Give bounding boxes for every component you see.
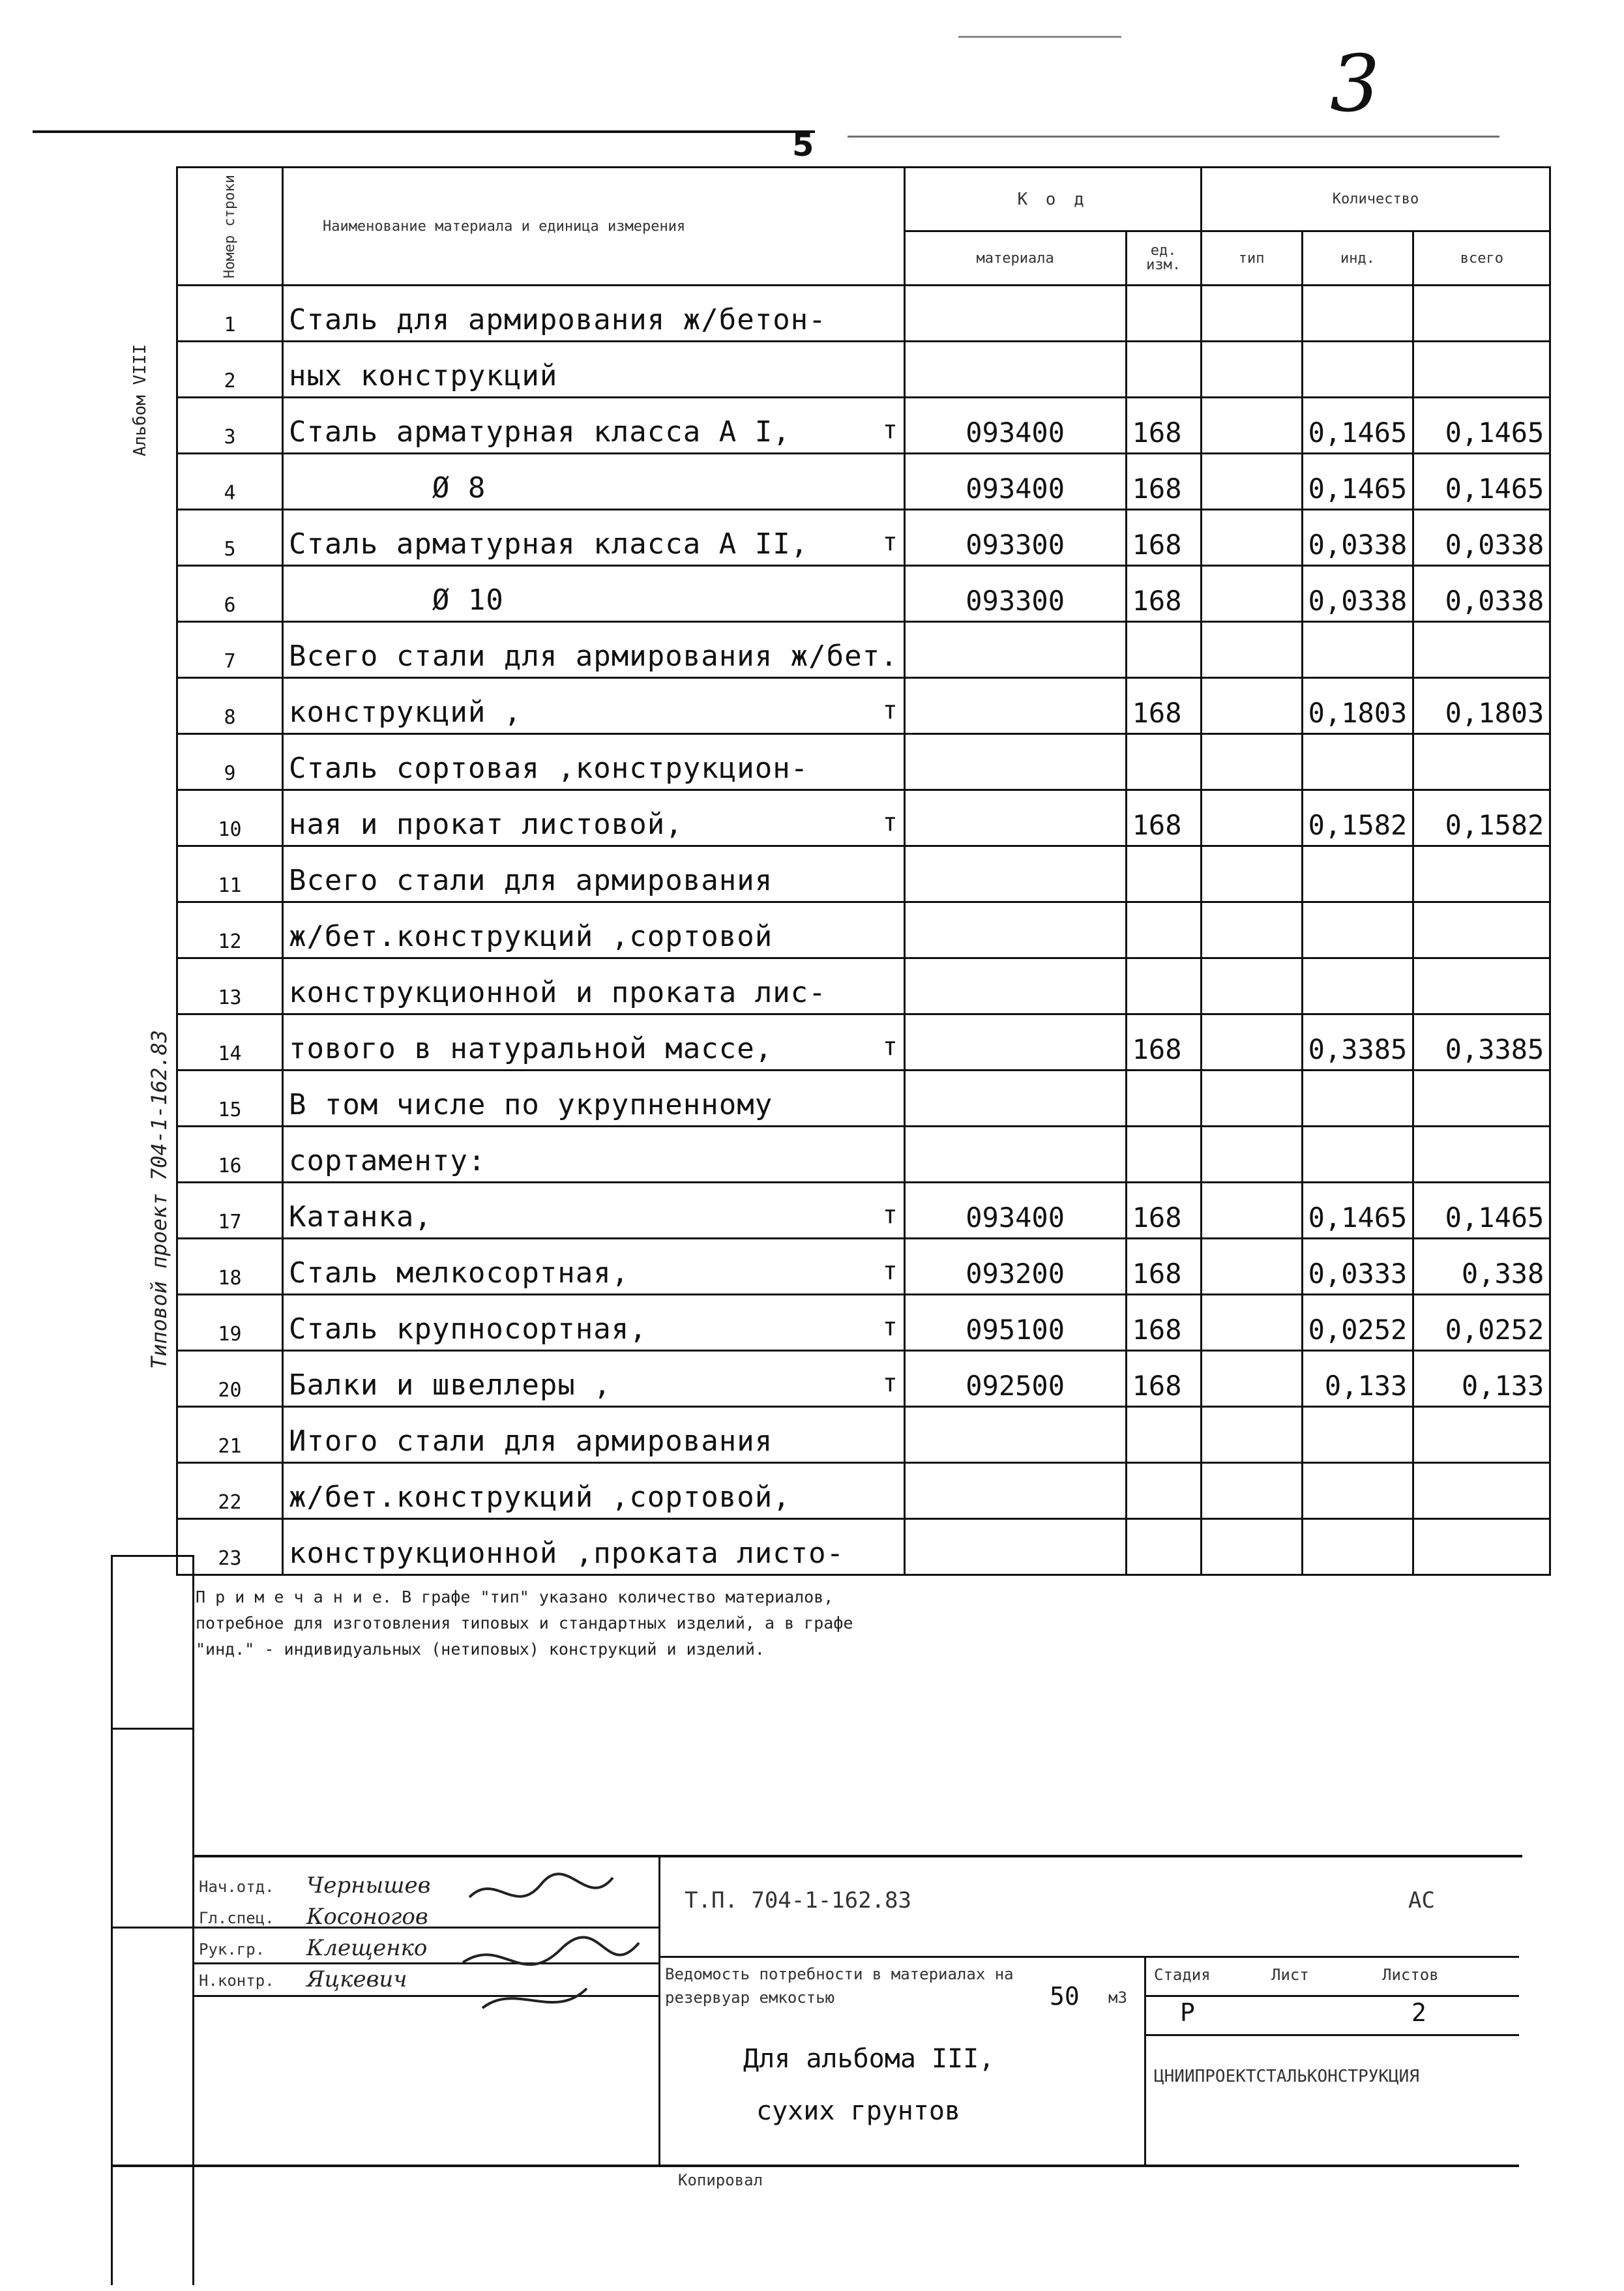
unit-mark: т [882, 527, 898, 556]
row-number: 8 [177, 678, 283, 734]
unit-code [1126, 958, 1201, 1014]
row-number: 22 [177, 1463, 283, 1519]
qty-type [1201, 1463, 1302, 1519]
material-code: 093400 [904, 1183, 1126, 1239]
volume: 50 [1050, 1982, 1080, 2011]
material-name [282, 342, 904, 398]
qty-type [1201, 1239, 1302, 1295]
qty-ind: 0,0252 [1302, 1295, 1413, 1351]
qty-type [1201, 1127, 1302, 1183]
qty-type [1201, 958, 1302, 1014]
qty-ind: 0,0338 [1302, 566, 1413, 622]
material-name-text: Катанка, [288, 1200, 432, 1234]
qty-total [1413, 286, 1550, 342]
material-name [282, 286, 904, 342]
row-number: 10 [177, 790, 283, 846]
qty-total [1413, 1071, 1550, 1127]
qty-total: 0,1803 [1413, 678, 1550, 734]
qty-type [1201, 1183, 1302, 1239]
strip-left [111, 1555, 113, 2285]
qty-ind: 0,0333 [1302, 1239, 1413, 1295]
ground-line: сухих грунтов [756, 2096, 961, 2126]
qty-type [1201, 1014, 1302, 1071]
title-block-h2 [1144, 1995, 1519, 1997]
qty-ind: 0,1465 [1302, 454, 1413, 510]
header-name: Наименование материала и единица измерения [282, 168, 904, 286]
qty-type [1201, 510, 1302, 566]
qty-total [1413, 622, 1550, 678]
material-code: 093400 [904, 454, 1126, 510]
organization: ЦНИИПРОЕКТСТАЛЬКОНСТРУКЦИЯ [1154, 2067, 1419, 2086]
signer-names: Чернышев Косоногов Клещенко Яцкевич [306, 1872, 431, 1992]
row-number: 21 [177, 1407, 283, 1463]
qty-type [1201, 1407, 1302, 1463]
qty-type [1201, 1351, 1302, 1407]
qty-total: 0,0338 [1413, 566, 1550, 622]
material-name-text: Сталь арматурная класса А I, [288, 415, 791, 449]
row-number: 14 [177, 1014, 283, 1071]
volume-unit: м3 [1108, 1988, 1127, 2007]
signers-list: Нач.отд. Гл.спец. Рук.гр. Н.контр. [199, 1878, 274, 1990]
material-code [904, 1071, 1126, 1127]
unit-code: 168 [1126, 1295, 1201, 1351]
qty-total [1413, 846, 1550, 902]
table-row [177, 566, 1550, 622]
material-name [282, 846, 904, 902]
material-name [282, 958, 904, 1014]
table-row [177, 1183, 1550, 1239]
material-code [904, 790, 1126, 846]
qty-type [1201, 398, 1302, 454]
row-number: 4 [177, 454, 283, 510]
material-name [282, 622, 904, 678]
unit-code: 168 [1126, 1014, 1201, 1071]
qty-ind: 0,1465 [1302, 1183, 1413, 1239]
strip-h2 [111, 1728, 192, 1730]
material-name-text: конструкционной ,проката листо- [288, 1537, 845, 1570]
qty-total [1413, 1519, 1550, 1575]
qty-total: 0,1582 [1413, 790, 1550, 846]
qty-type [1201, 902, 1302, 958]
table-row [177, 1463, 1550, 1519]
copied-label: Копировал [678, 2171, 763, 2189]
header-qty-ind: инд. [1302, 231, 1413, 286]
unit-mark: т [882, 696, 898, 724]
top-rule-right [848, 136, 1499, 138]
material-name-text: Сталь арматурная класса А II, [288, 527, 809, 561]
qty-ind: 0,133 [1302, 1351, 1413, 1407]
material-name [282, 734, 904, 790]
title-block-v2 [1144, 1956, 1146, 2165]
qty-total: 0,338 [1413, 1239, 1550, 1295]
qty-type [1201, 454, 1302, 510]
unit-mark: т [882, 1032, 898, 1061]
material-name [282, 1295, 904, 1351]
material-code [904, 1014, 1126, 1071]
strip-h1 [111, 1555, 192, 1557]
table-row [177, 734, 1550, 790]
table-row [177, 342, 1550, 398]
material-name-text: Ø 10 [288, 584, 504, 617]
table-row [177, 678, 1550, 734]
material-name [282, 398, 904, 454]
qty-ind [1302, 286, 1413, 342]
material-code [904, 1127, 1126, 1183]
table-row [177, 1519, 1550, 1575]
header-code-unit: ед. изм. [1126, 231, 1201, 286]
qty-total: 0,0252 [1413, 1295, 1550, 1351]
material-name-text: Балки и швеллеры , [288, 1368, 612, 1402]
header-code: К о д [904, 168, 1201, 231]
row-number: 19 [177, 1295, 283, 1351]
unit-code [1126, 846, 1201, 902]
material-name [282, 1183, 904, 1239]
qty-type [1201, 566, 1302, 622]
row-number: 3 [177, 398, 283, 454]
qty-type [1201, 1519, 1302, 1575]
material-code [904, 678, 1126, 734]
material-code [904, 1519, 1126, 1575]
qty-type [1201, 678, 1302, 734]
unit-mark: т [882, 415, 898, 444]
materials-table [176, 166, 1551, 1576]
unit-mark: т [882, 1256, 898, 1285]
qty-ind [1302, 1463, 1413, 1519]
unit-code [1126, 1071, 1201, 1127]
qty-ind: 0,1803 [1302, 678, 1413, 734]
table-row [177, 846, 1550, 902]
material-name [282, 1519, 904, 1575]
unit-code [1126, 902, 1201, 958]
qty-type [1201, 622, 1302, 678]
album-line: Для альбома III, [743, 2044, 995, 2074]
unit-code [1126, 734, 1201, 790]
row-number: 11 [177, 846, 283, 902]
table-row [177, 510, 1550, 566]
table-row [177, 1014, 1550, 1071]
stage-value: Р [1180, 1998, 1195, 2027]
qty-total [1413, 1463, 1550, 1519]
top-rule [33, 130, 815, 133]
sheets-value: 2 [1411, 1998, 1426, 2027]
qty-type [1201, 1071, 1302, 1127]
description: Ведомость потребности в материалах на резервуар емкостью [665, 1965, 1014, 2007]
qty-ind [1302, 1127, 1413, 1183]
material-name [282, 1127, 904, 1183]
album-label: Альбом VIII [130, 344, 150, 456]
row-number: 15 [177, 1071, 283, 1127]
sheet-header: Лист [1271, 1966, 1309, 1984]
qty-ind [1302, 1407, 1413, 1463]
table-row [177, 622, 1550, 678]
material-name [282, 1239, 904, 1295]
material-name [282, 1463, 904, 1519]
material-name [282, 566, 904, 622]
material-code [904, 286, 1126, 342]
material-name [282, 1071, 904, 1127]
qty-ind [1302, 902, 1413, 958]
qty-ind: 0,1465 [1302, 398, 1413, 454]
qty-type [1201, 734, 1302, 790]
material-name-text: Сталь мелкосортная, [288, 1256, 630, 1290]
material-code [904, 902, 1126, 958]
row-number: 6 [177, 566, 283, 622]
material-code [904, 734, 1126, 790]
title-block-h3 [1144, 2034, 1519, 2036]
table-row [177, 902, 1550, 958]
unit-code: 168 [1126, 398, 1201, 454]
material-name [282, 1014, 904, 1071]
unit-code: 168 [1126, 454, 1201, 510]
header-quantity: Количество [1201, 168, 1550, 231]
qty-ind [1302, 846, 1413, 902]
unit-mark: т [882, 1368, 898, 1397]
material-code: 093300 [904, 566, 1126, 622]
header-qty-total: всего [1413, 231, 1550, 286]
table-row [177, 1407, 1550, 1463]
table-row [177, 1071, 1550, 1127]
unit-code [1126, 622, 1201, 678]
unit-mark: т [882, 808, 898, 836]
qty-total [1413, 1407, 1550, 1463]
material-name-text: Итого стали для армирования [288, 1425, 773, 1458]
qty-total [1413, 734, 1550, 790]
unit-code [1126, 1519, 1201, 1575]
header-qty-type: тип [1201, 231, 1302, 286]
material-code [904, 846, 1126, 902]
material-code [904, 1407, 1126, 1463]
row-number: 18 [177, 1239, 283, 1295]
material-name-text: Сталь крупносортная, [288, 1312, 647, 1346]
row-number: 13 [177, 958, 283, 1014]
qty-total [1413, 342, 1550, 398]
unit-code [1126, 1127, 1201, 1183]
unit-code: 168 [1126, 510, 1201, 566]
material-name-text: Всего стали для армирования ж/бет. [288, 640, 898, 673]
qty-type [1201, 1295, 1302, 1351]
material-name-text: ж/бет.конструкций ,сортовой [288, 920, 773, 953]
material-name [282, 678, 904, 734]
qty-total: 0,1465 [1413, 454, 1550, 510]
qty-total [1413, 902, 1550, 958]
qty-total: 0,3385 [1413, 1014, 1550, 1071]
material-name-text: ная и прокат листовой, [288, 808, 683, 841]
material-name-text: тового в натуральной массе, [288, 1032, 773, 1065]
material-name [282, 454, 904, 510]
doc-code: Т.П. 704-1-162.83 [685, 1887, 911, 1914]
sheet-number: 5 [792, 127, 814, 164]
strip-divider [192, 1555, 194, 2285]
title-block-v1 [658, 1855, 660, 2165]
table-row [177, 398, 1550, 454]
unit-code: 168 [1126, 1239, 1201, 1295]
qty-ind: 0,1582 [1302, 790, 1413, 846]
material-name [282, 1351, 904, 1407]
title-block-top [192, 1855, 1522, 1857]
material-name [282, 1407, 904, 1463]
top-dash [958, 36, 1121, 38]
material-code: 093300 [904, 510, 1126, 566]
material-code [904, 1463, 1126, 1519]
table-row [177, 454, 1550, 510]
row-number: 5 [177, 510, 283, 566]
qty-total: 0,0338 [1413, 510, 1550, 566]
row-number: 20 [177, 1351, 283, 1407]
qty-ind [1302, 622, 1413, 678]
qty-ind [1302, 958, 1413, 1014]
unit-mark: т [882, 1200, 898, 1229]
table-row [177, 1351, 1550, 1407]
unit-mark: т [882, 1312, 898, 1341]
material-code: 093400 [904, 398, 1126, 454]
qty-ind [1302, 1519, 1413, 1575]
material-name-text: Всего стали для армирования [288, 864, 773, 897]
row-number: 16 [177, 1127, 283, 1183]
material-code: 095100 [904, 1295, 1126, 1351]
unit-code [1126, 286, 1201, 342]
material-code [904, 958, 1126, 1014]
qty-ind [1302, 342, 1413, 398]
unit-code: 168 [1126, 790, 1201, 846]
qty-type [1201, 342, 1302, 398]
unit-code [1126, 1463, 1201, 1519]
row-number: 9 [177, 734, 283, 790]
header-row-number: Номер строки [177, 168, 283, 286]
table-row [177, 1239, 1550, 1295]
row-number: 23 [177, 1519, 283, 1575]
material-name-text: конструкционной и проката лис- [288, 976, 827, 1009]
table-row [177, 286, 1550, 342]
material-name-text: Ø 8 [288, 471, 486, 505]
material-name-text: Сталь для армирования ж/бетон- [288, 303, 827, 336]
qty-total [1413, 958, 1550, 1014]
qty-type [1201, 790, 1302, 846]
qty-total [1413, 1127, 1550, 1183]
qty-ind [1302, 734, 1413, 790]
page-number: 3 [1330, 39, 1380, 130]
material-name [282, 510, 904, 566]
strip-h3 [111, 1927, 192, 1929]
header-code-material: материала [904, 231, 1126, 286]
table-row [177, 1127, 1550, 1183]
qty-type [1201, 846, 1302, 902]
title-block-h1 [658, 1956, 1519, 1958]
material-code: 092500 [904, 1351, 1126, 1407]
material-name-text: ных конструкций [288, 359, 558, 392]
material-name-text: ж/бет.конструкций ,сортовой, [288, 1481, 791, 1514]
unit-code: 168 [1126, 1183, 1201, 1239]
unit-code [1126, 1407, 1201, 1463]
qty-total: 0,1465 [1413, 398, 1550, 454]
material-name-text: конструкций , [288, 696, 522, 729]
material-code [904, 342, 1126, 398]
qty-type [1201, 286, 1302, 342]
qty-ind [1302, 1071, 1413, 1127]
sheet-mark: АС [1408, 1887, 1435, 1914]
project-label: Типовой проект 704-1-162.83 [147, 1029, 171, 1369]
unit-code: 168 [1126, 678, 1201, 734]
table-row [177, 958, 1550, 1014]
note-text: П р и м е ч а н и е. В графе "тип" указано количество материалов, потребное для изготовления типовых и стандартных изделий, а в графе "инд." - индивидуальных (нетиповых) конструкций и изделий. [196, 1588, 853, 1659]
row-number: 12 [177, 902, 283, 958]
material-code: 093200 [904, 1239, 1126, 1295]
row-number: 7 [177, 622, 283, 678]
row-number: 2 [177, 342, 283, 398]
material-code [904, 622, 1126, 678]
qty-ind: 0,0338 [1302, 510, 1413, 566]
qty-ind: 0,3385 [1302, 1014, 1413, 1071]
table-row [177, 1295, 1550, 1351]
row-number: 1 [177, 286, 283, 342]
sheets-header: Листов [1382, 1966, 1439, 1984]
qty-total: 0,1465 [1413, 1183, 1550, 1239]
qty-total: 0,133 [1413, 1351, 1550, 1407]
row-number: 17 [177, 1183, 283, 1239]
unit-code: 168 [1126, 1351, 1201, 1407]
unit-code [1126, 342, 1201, 398]
material-name [282, 902, 904, 958]
material-name-text: сортаменту: [288, 1144, 486, 1177]
title-block-bottom [111, 2165, 1519, 2167]
stage-header: Стадия [1154, 1966, 1211, 1984]
material-name-text: Сталь сортовая ,конструкцион- [288, 752, 809, 785]
material-name [282, 790, 904, 846]
table-row [177, 790, 1550, 846]
material-name-text: В том числе по укрупненному [288, 1088, 773, 1121]
signature-scribbles [456, 1858, 652, 2028]
unit-code: 168 [1126, 566, 1201, 622]
